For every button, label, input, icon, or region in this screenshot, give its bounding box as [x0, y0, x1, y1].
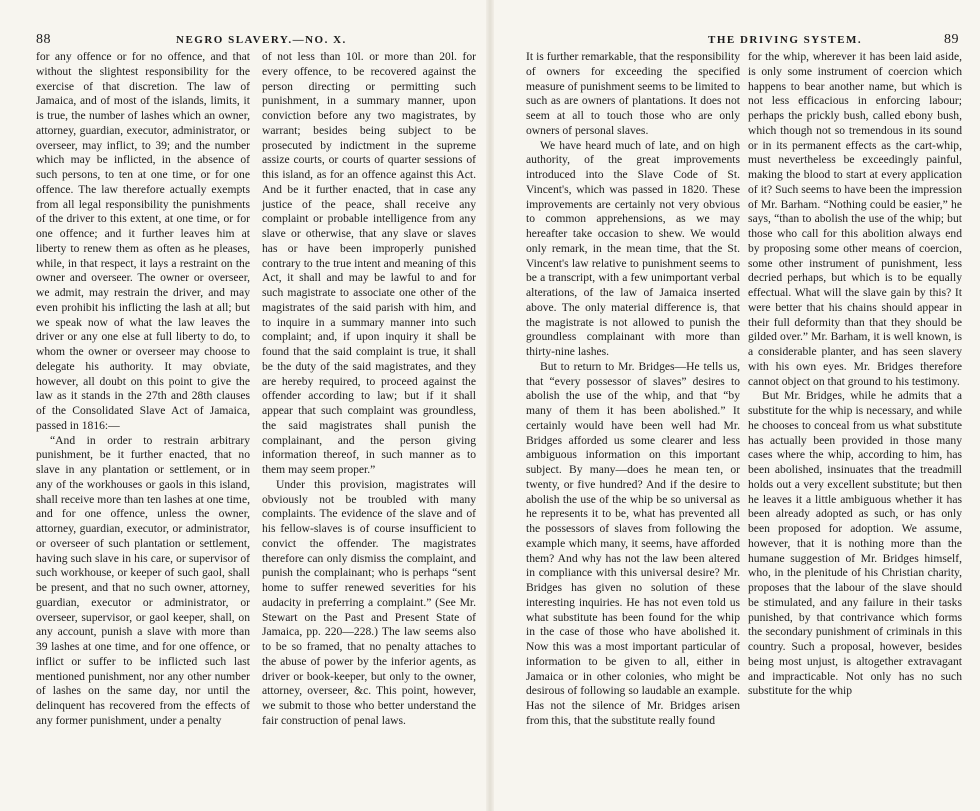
- right-page-column-2: [748, 50, 962, 699]
- paragraph: of not less than 10l. or more than 20l. for every offence, to be recovered against the person directing or permitting such punishment, in a summary manner, upon conviction before any two magistrates, by warrant; besides being subject to be prosecuted by indictment in the supreme assize courts, or courts of quarter sessions of this island, as for an offence against this Act. And be it further enacted, that in case any justice of the peace, shall receive any complaint or probable intelligence from any slave or otherwise, that any slave or slaves has or have been improperly punished contrary to the true intent and meaning of this Act, it shall and may be lawful to and for such magistrate to associate one other of the magistrates of the said parish with him, and to inquire in a summary manner into such complaint; and, if upon inquiry it shall be found that the said complaint is true, it shall be the duty of the said magistrates, and they are hereby required, to proceed against the offender according to law; but if it shall appear that such complaint was groundless, the said magistrates shall punish the complainant, and the person giving information thereof, in such manner as to them may seem proper.”: [262, 50, 476, 476]
- paragraph: But Mr. Bridges, while he admits that a substitute for the whip is necessary, and while he chooses to conceal from us what substitute has actually been provided in those many cases where the whip, according to him, has been abolished, insinuates that the treadmill holds out a very excellent substitute; but then he leaves it a little ambiguous whether it has been already adopted as such, or has only been proposed for adoption. We assume, however, that it is nothing more than the humane suggestion of Mr. Bridges himself, who, in the plenitude of his Christian charity, proposes that the labour of the slave should be stimulated, and any failure in their tasks punished, by that contrivance which forms the secondary punishment of criminals in this country. Such a proposal, however, besides being most unjust, is altogether extravagant and impracticable. Not only has no such substitute for the whip: [748, 389, 962, 698]
- left-page-header: [36, 34, 466, 50]
- right-page: [490, 0, 980, 811]
- paragraph: Under this provision, magistrates will obviously not be troubled with many complaints. The evidence of the slave and of his fellow-slaves is of course insufficient to convict the offender. The magistrates therefore can only dismiss the complaint, and punish the complainant; who is perhaps “sent home to suffer renewed severities for his audacity in preferring a complaint.” (See Mr. Stewart on the Past and Present State of Jamaica, pp. 220—228.) The law seems also to be so framed, that no penalty attaches to the abuse of power by the inferior agents, as driver or book-keeper, but only to the owner, attorney, overseer, &c. This point, however, we submit to those who better understand the fair construction of penal laws.: [262, 477, 476, 727]
- left-running-title: NEGRO SLAVERY.—NO. X.: [176, 34, 347, 46]
- paragraph: “And in order to restrain arbitrary punishment, be it further enacted, that no slave in any plantation or settlement, or in any of the workhouses or gaols in this island, shall receive more than ten lashes at one time, and for one offence, unless the owner, attorney, guardian, executor, or administrator, or overseer of such plantation or settlement, having such slave in his care, or supervisor of such workhouse, or keeper of such gaol, shall be present, and that no such owner, attorney, guardian, executor or administrator, or overseer, supervisor, or gaol keeper, shall, on any account, punish a slave with more than 39 lashes at one time, and for one offence, or inflict or suffer to be inflicted such last mentioned punishment, nor any other number of lashes on the same day, nor until the delinquent has recovered from the effects of any former punishment, under a penalty: [36, 433, 250, 727]
- paragraph: We have heard much of late, and on high authority, of the great improvements introduced into the Slave Code of St. Vincent's, which was passed in 1820. These improvements are certainly not very obvious to common apprehensions, as we may hereafter take occasion to shew. We would only remark, in the mean time, that the St. Vincent's law relative to punishment seems to be a transcript, with a few unimportant verbal alterations, of the law of Jamaica inserted above. The only material difference is, that the magistrate is not allowed to punish the groundless complainant with more than thirty-nine lashes.: [526, 138, 740, 358]
- right-page-column-1: [526, 50, 740, 729]
- paragraph: for any offence or for no offence, and that without the slightest responsibility for the exercise of that discretion. The law of Jamaica, and of most of the islands, limits, it is true, the number of lashes which an owner, attorney, guardian, executor, administrator, or overseer, may inflict, to 39; and the number which may be inflicted, in the absence of such persons, to ten at one time, or for one offence. The law therefore actually exempts from all legal responsibility the punishments of the driver to this extent, at one time, or for one offence; and it further leaves him at liberty to renew them as often as he pleases, while, in that respect, it lays a restraint on the owner and overseer. The owner or overseer, we admit, may restrain the driver, and may even prohibit his inflicting the lash at all; but we speak now of what the law leaves the driver or any one else at full liberty to do, to whom the owner or overseer may choose to delegate his authority. It may obviate, however, all doubt on this point to give the law as it stands in the 27th and 28th clauses of the Consolidated Slave Act of Jamaica, passed in 1816:—: [36, 50, 250, 432]
- left-page-column-2: [262, 50, 476, 729]
- paragraph: for the whip, wherever it has been laid aside, is only some instrument of coercion which happens to bear another name, but which is not less efficacious in enforcing labour; perhaps the prickly bush, called ebony bush, which though not so tremendous in its sound or in its permanent effects as the cart-whip, must nevertheless be exceedingly painful, making the blood to start at every application of it? Such seems to have been the impression of Mr. Barham. “Nothing could be easier,” he says, “than to abolish the use of the whip; but those who call for this abolition always end by proposing some other means of coercion, some other instrument of punishment, less decried perhaps, but which is to be equally effectual. What will the slave gain by this? It were better that his chains should appear in their full deformity than that they should be gilded over.” Mr. Barham, it is well known, is a considerable planter, and has seen slavery with his own eyes. Mr. Bridges therefore cannot object on that ground to his testimony.: [748, 50, 962, 388]
- right-running-title: THE DRIVING SYSTEM.: [708, 34, 863, 46]
- left-page-column-1: [36, 50, 250, 729]
- right-page-number: 89: [944, 32, 959, 47]
- paragraph: But to return to Mr. Bridges—He tells us, that “every possessor of slaves” desires to abolish the use of the whip, and that “by many of them it has been abolished.” It certainly would have been well had Mr. Bridges afforded us some clearer and less ambiguous information on this important subject. By many—does he mean ten, or twenty, or five hundred? And if the desire to abolish the use of the whip be so universal as he represents it to be, what has prevented all the possessors of slaves from following the example which many, it seems, have afforded them? And why has not the law been altered in compliance with this universal desire? Mr. Bridges has given no solution of these interesting inquiries. He has not even told us what substitute has been found for the whip in the case of those who have abolished it. Now this was a most important particular of information to be given to all, either in Jamaica or in other colonies, who might be desirous of following so laudable an example. Has not the silence of Mr. Bridges arisen from this, that the substitute really found: [526, 359, 740, 727]
- left-page-number: 88: [36, 32, 51, 47]
- right-page-header: [524, 34, 959, 50]
- paragraph: It is further remarkable, that the responsibility of owners for exceeding the specified measure of punishment seems to be limited to such as are owners of plantations. It does not seem at all to touch those who are only owners of personal slaves.: [526, 50, 740, 137]
